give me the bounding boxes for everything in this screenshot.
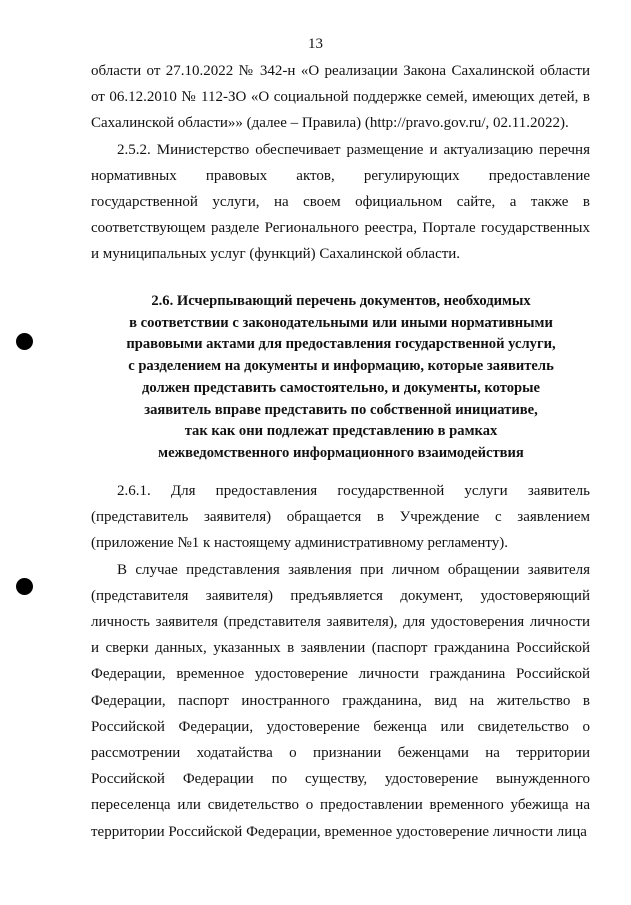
top-text-block <box>91 58 590 268</box>
heading-line: 2.6. Исчерпывающий перечень документов, необходимых <box>151 293 531 309</box>
paragraph-identity-documents: В случае представления заявления при личном обращении заявителя (представителя заявителя) предъявляется документ, удостоверяющий личность заявителя (представителя заявителя), для удостоверения личности и сверки данных, указанных в заявлении (паспорт гражданина Российской Федерации, временное удостоверение личности гражданина Российской Федерации, паспорт иностранного гражданина, вид на жительство в Российской Федерации, удостоверение беженца или свидетельство о рассмотрении ходатайства о признании беженцами на территории Российской Федерации по существу, удостоверение вынужденного переселенца или свидетельство о предоставлении временного убежища на территории Российской Федерации, временное удостоверение личности лица <box>91 561 590 840</box>
punch-hole-mark <box>16 333 33 350</box>
heading-line: должен представить самостоятельно, и документы, которые <box>142 379 540 396</box>
heading-line: заявитель вправе представить по собственной инициативе, <box>144 401 538 418</box>
page-number: 13 <box>308 36 323 52</box>
heading-line: в соответствии с законодательными или иными нормативными <box>129 314 553 331</box>
punch-hole-mark <box>16 578 33 595</box>
heading-line: межведомственного информационного взаимодействия <box>158 444 524 461</box>
bottom-text-block <box>91 478 590 845</box>
heading-line: так как они подлежат представлению в рамках <box>184 423 498 440</box>
paragraph-rules-reference: области от 27.10.2022 № 342-н «О реализации Закона Сахалинской области от 06.12.2010 № 112-ЗО «О социальной поддержке семей, имеющих детей, в Сахалинской области»» (далее – Правила) (http://pravo.gov.ru/, 02.11.2022). <box>91 63 590 132</box>
paragraph-2-5-2: 2.5.2. Министерство обеспечивает размещение и актуализацию перечня нормативных правовых актов, регулирующих предоставление государственной услуги, на своем официальном сайте, а также в соответствующем разделе Регионального реестра, Портале государственных и муниципальных услуг (функций) Сахалинской области. <box>91 141 590 263</box>
section-heading-2-6 <box>100 291 582 465</box>
heading-line: с разделением на документы и информацию, которые заявитель <box>128 358 554 375</box>
heading-line: правовыми актами для предоставления государственной услуги, <box>126 336 556 353</box>
paragraph-2-6-1: 2.6.1. Для предоставления государственной услуги заявитель (представитель заявителя) обращается в Учреждение с заявлением (приложение №1 к настоящему административному регламенту). <box>91 483 590 552</box>
